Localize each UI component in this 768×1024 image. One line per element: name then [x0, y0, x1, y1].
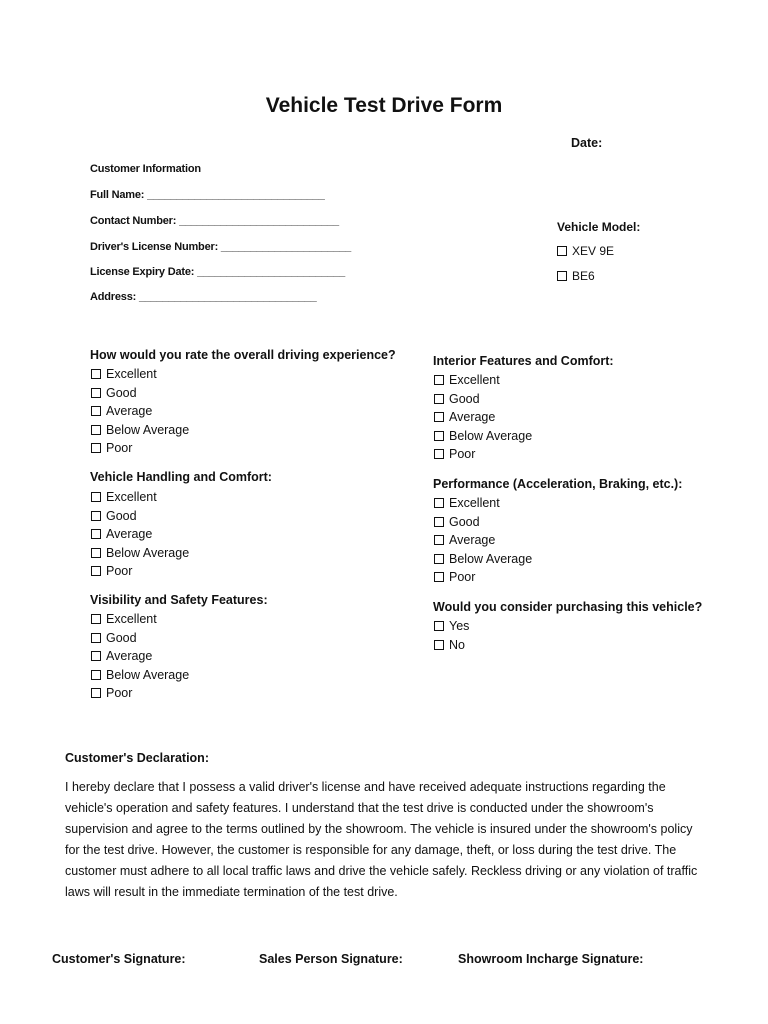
option-good[interactable]: Good [91, 384, 189, 403]
date-label: Date: [571, 136, 603, 150]
field-label: Driver's License Number: [90, 241, 219, 253]
checkbox-icon[interactable] [91, 492, 101, 502]
checkbox-icon[interactable] [434, 431, 444, 441]
checkbox-icon[interactable] [434, 572, 444, 582]
option-yes[interactable]: Yes [434, 617, 469, 636]
options-performance [434, 494, 532, 587]
question-visibility-safety: Visibility and Safety Features: [90, 593, 268, 607]
option-no[interactable]: No [434, 636, 469, 655]
showroom-incharge-signature-label: Showroom Incharge Signature: [458, 952, 644, 966]
declaration-line: for the test drive. However, the customer is responsible for any damage, theft, or loss during the test drive. The [65, 843, 677, 857]
checkbox-icon[interactable] [91, 388, 101, 398]
checkbox-icon[interactable] [91, 529, 101, 539]
checkbox-icon[interactable] [91, 614, 101, 624]
declaration-line: customer must adhere to all local traffic laws and drive the vehicle safely. Reckless driving or any violation of traffic [65, 864, 698, 878]
checkbox-icon[interactable] [91, 633, 101, 643]
checkbox-icon[interactable] [91, 566, 101, 576]
option-average[interactable]: Average [434, 408, 532, 427]
checkbox-icon[interactable] [434, 535, 444, 545]
checkbox-icon[interactable] [91, 511, 101, 521]
checkbox-icon[interactable] [91, 651, 101, 661]
field-label: Address: [90, 291, 137, 303]
option-excellent[interactable]: Excellent [434, 494, 532, 513]
field-line: ______________________________ [147, 189, 325, 201]
option-below-average[interactable]: Below Average [434, 427, 532, 446]
question-handling-comfort: Vehicle Handling and Comfort: [90, 470, 272, 484]
field-line: ______________________________ [138, 291, 317, 303]
checkbox-icon[interactable] [434, 375, 444, 385]
options-visibility-safety [91, 610, 189, 703]
option-excellent[interactable]: Excellent [434, 371, 532, 390]
checkbox-icon[interactable] [91, 443, 101, 453]
vehicle-option-xev9e[interactable] [557, 244, 614, 258]
field-label: License Expiry Date: [90, 266, 195, 278]
option-label: BE6 [572, 269, 595, 283]
options-interior-features [434, 371, 532, 464]
address-field[interactable] [90, 291, 316, 303]
license-number-field[interactable] [90, 241, 351, 253]
vehicle-option-be6[interactable] [557, 269, 595, 283]
checkbox-icon[interactable] [434, 394, 444, 404]
option-poor[interactable]: Poor [434, 445, 532, 464]
field-line: ______________________ [220, 241, 352, 253]
option-good[interactable]: Good [434, 390, 532, 409]
customer-info-heading: Customer Information [90, 163, 201, 175]
page-title: Vehicle Test Drive Form [265, 94, 503, 117]
license-expiry-field[interactable] [90, 266, 345, 278]
vehicle-model-label: Vehicle Model: [557, 220, 641, 234]
option-excellent[interactable]: Excellent [91, 365, 189, 384]
checkbox-icon[interactable] [434, 554, 444, 564]
question-consider-purchasing: Would you consider purchasing this vehicle? [433, 600, 703, 614]
option-excellent[interactable]: Excellent [91, 610, 189, 629]
option-below-average[interactable]: Below Average [91, 421, 189, 440]
declaration-text [65, 777, 725, 903]
checkbox-icon[interactable] [557, 246, 567, 256]
field-label: Full Name: [90, 189, 145, 201]
question-interior-features: Interior Features and Comfort: [433, 354, 614, 368]
option-average[interactable]: Average [91, 647, 189, 666]
option-average[interactable]: Average [91, 525, 189, 544]
declaration-line: vehicle's operation and safety features. I understand that the test drive is conducted under the showroom's [65, 801, 654, 815]
checkbox-icon[interactable] [434, 449, 444, 459]
options-consider-purchasing [434, 617, 469, 654]
checkbox-icon[interactable] [91, 670, 101, 680]
option-label: XEV 9E [572, 244, 615, 258]
checkbox-icon[interactable] [434, 517, 444, 527]
checkbox-icon[interactable] [434, 621, 444, 631]
contact-number-field[interactable] [90, 215, 339, 227]
option-below-average[interactable]: Below Average [434, 550, 532, 569]
declaration-line: laws will result in the immediate termination of the test drive. [65, 885, 398, 899]
full-name-field[interactable] [90, 189, 325, 201]
checkbox-icon[interactable] [91, 369, 101, 379]
option-poor[interactable]: Poor [434, 568, 532, 587]
option-excellent[interactable]: Excellent [91, 488, 189, 507]
options-overall-experience [91, 365, 189, 458]
option-average[interactable]: Average [434, 531, 532, 550]
question-performance: Performance (Acceleration, Braking, etc.): [433, 477, 683, 491]
field-label: Contact Number: [90, 215, 177, 227]
option-poor[interactable]: Poor [91, 562, 189, 581]
option-good[interactable]: Good [91, 629, 189, 648]
checkbox-icon[interactable] [91, 425, 101, 435]
option-average[interactable]: Average [91, 402, 189, 421]
option-below-average[interactable]: Below Average [91, 666, 189, 685]
checkbox-icon[interactable] [91, 548, 101, 558]
declaration-line: I hereby declare that I possess a valid driver's license and have received adequate instructions regarding the [65, 780, 666, 794]
option-poor[interactable]: Poor [91, 684, 189, 703]
checkbox-icon[interactable] [434, 412, 444, 422]
sales-person-signature-label: Sales Person Signature: [259, 952, 403, 966]
customer-signature-label: Customer's Signature: [52, 952, 186, 966]
field-line: ___________________________ [179, 215, 339, 227]
field-line: _________________________ [197, 266, 346, 278]
checkbox-icon[interactable] [434, 640, 444, 650]
checkbox-icon[interactable] [434, 498, 444, 508]
declaration-heading: Customer's Declaration: [65, 751, 209, 765]
checkbox-icon[interactable] [91, 688, 101, 698]
option-poor[interactable]: Poor [91, 439, 189, 458]
option-below-average[interactable]: Below Average [91, 544, 189, 563]
option-good[interactable]: Good [434, 513, 532, 532]
option-good[interactable]: Good [91, 507, 189, 526]
checkbox-icon[interactable] [557, 271, 567, 281]
options-handling-comfort [91, 488, 189, 581]
declaration-line: supervision and agree to the terms outlined by the showroom. The vehicle is insured under the showroom's policy [65, 822, 693, 836]
checkbox-icon[interactable] [91, 406, 101, 416]
question-overall-experience: How would you rate the overall driving experience? [90, 348, 396, 362]
